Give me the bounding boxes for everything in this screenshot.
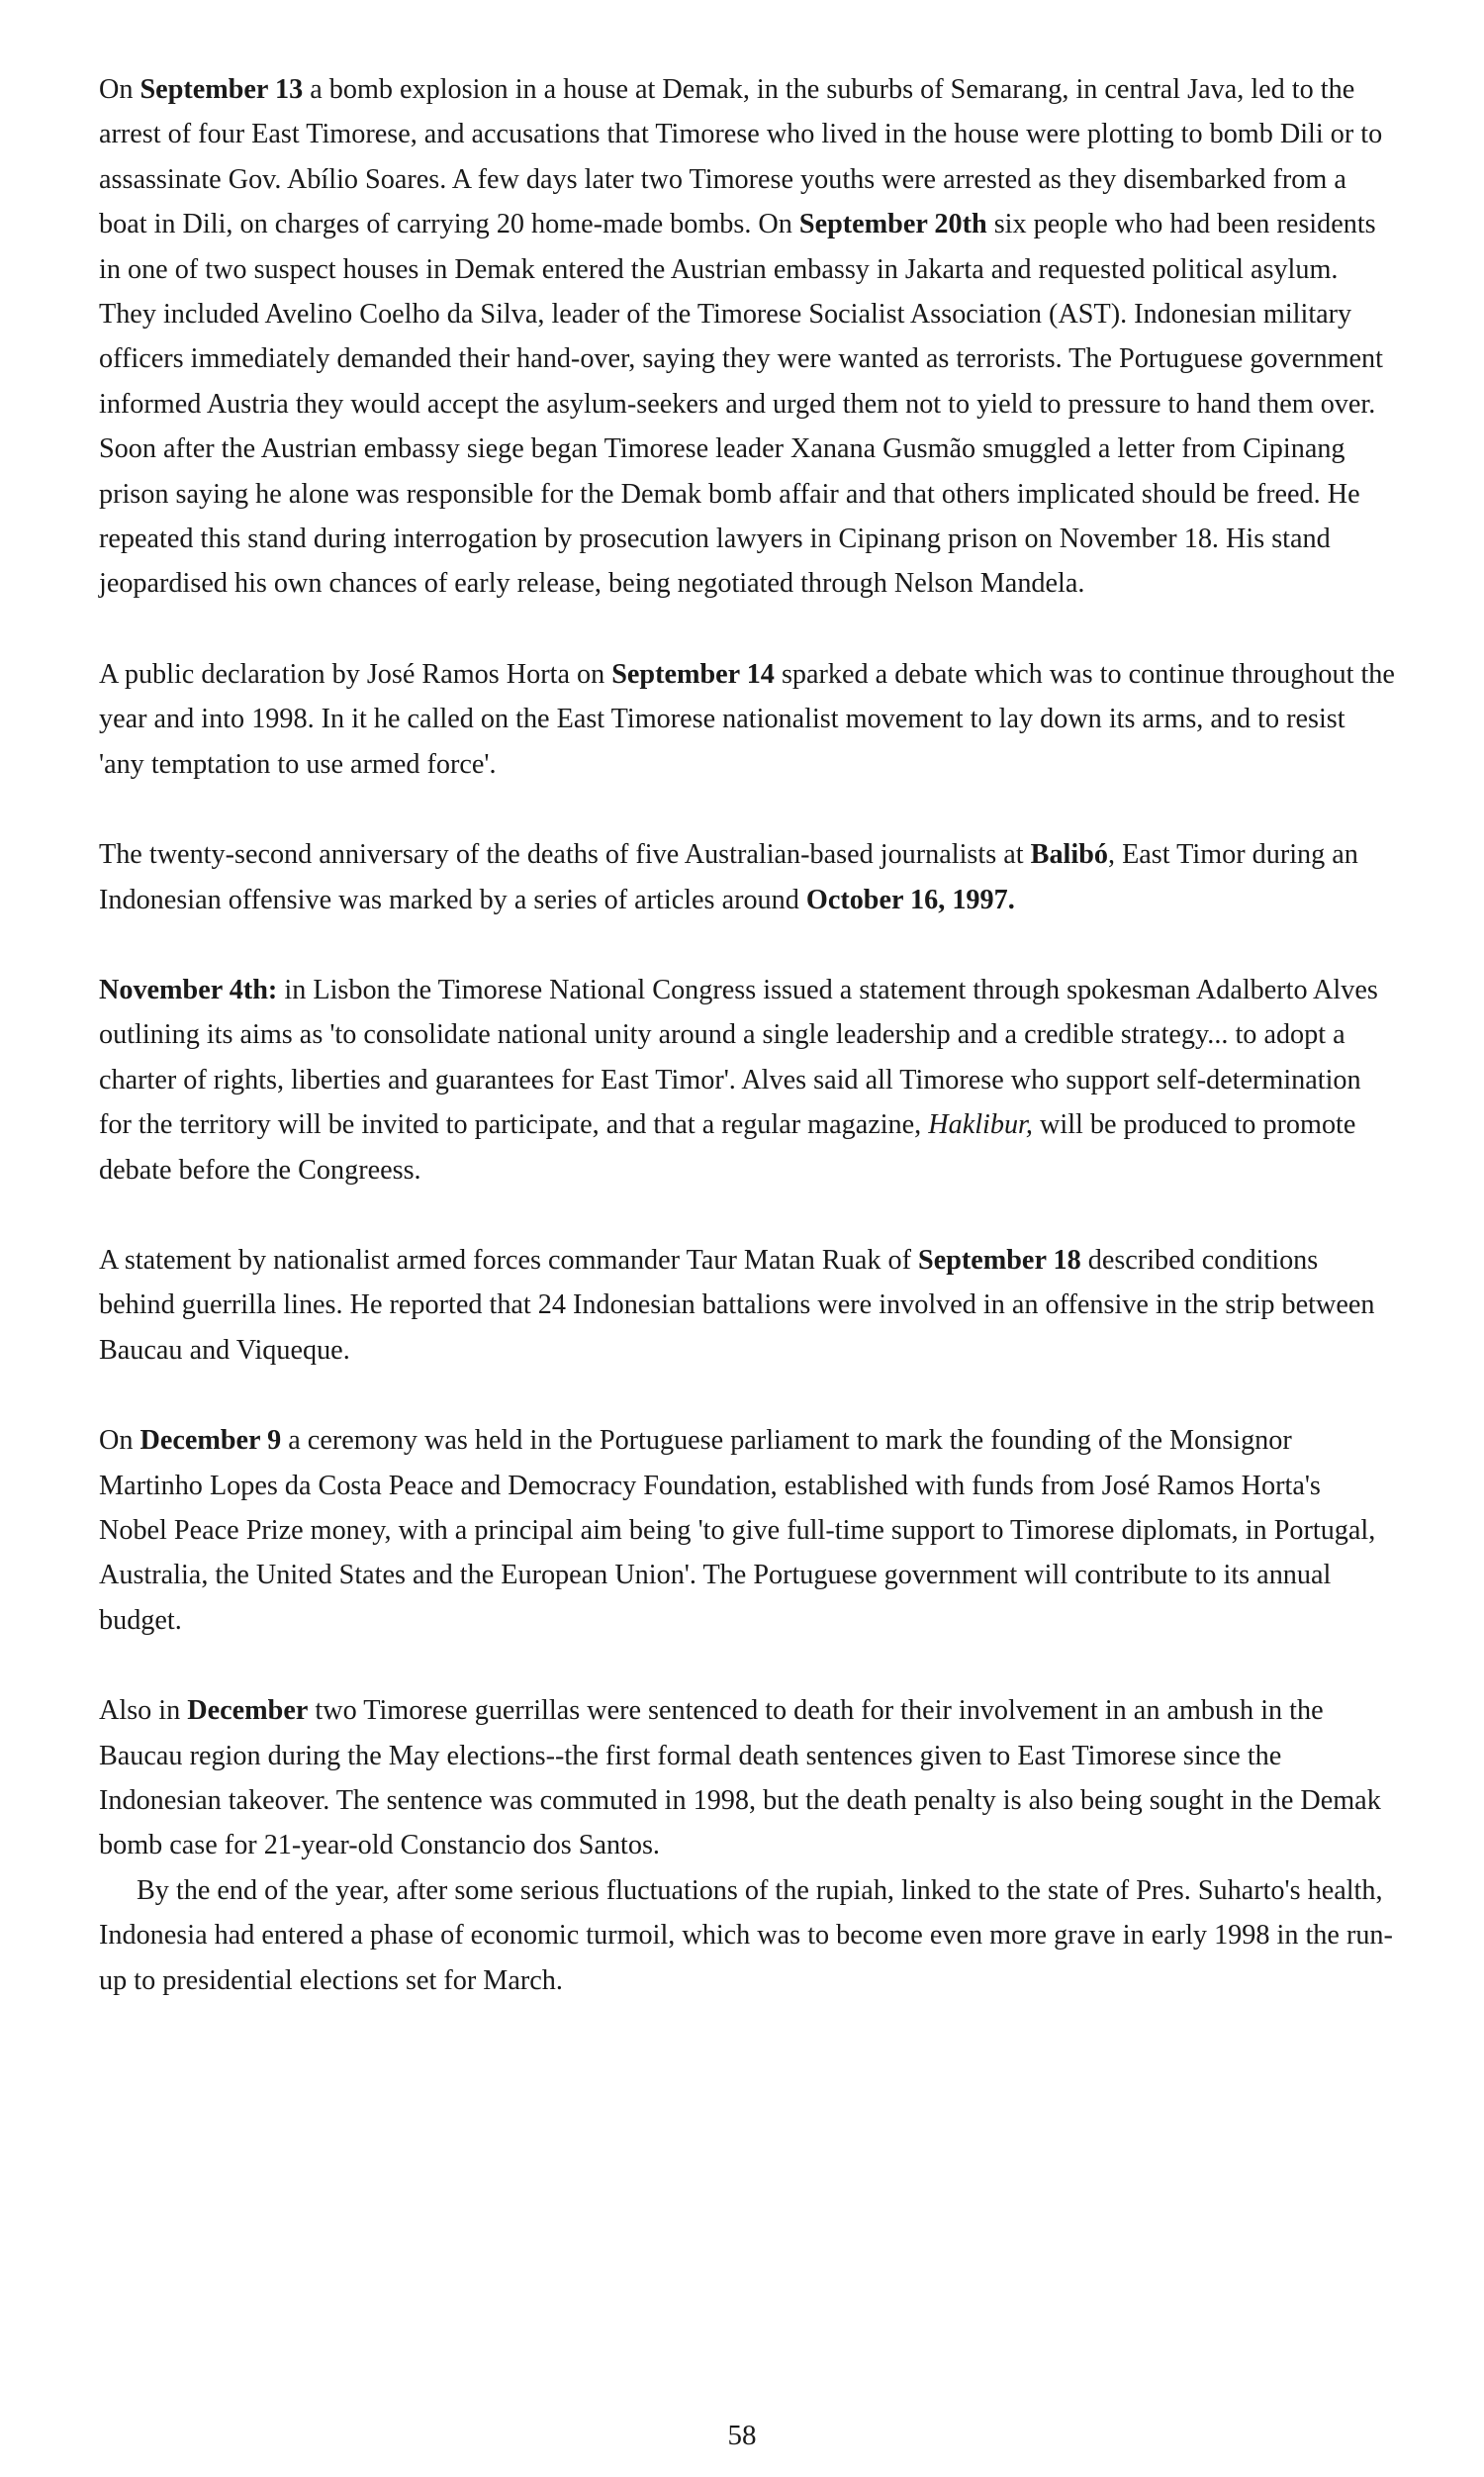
paragraph-horta-declaration	[99, 652, 1395, 787]
text-run: described conditions behind guerrilla lines. He reported that 24 Indonesian battalions were involved in an offensive in the strip between Baucau and Viqueque.	[99, 1244, 1375, 1366]
bold-date-text: November 4th:	[99, 974, 278, 1005]
text-run: By the end of the year, after some serious fluctuations of the rupiah, linked to the state of Pres. Suharto's health, Indonesia had entered a phase of economic turmoil, which was to become even more grave in early 1998 in the run-up to presidential elections set for March.	[99, 1874, 1393, 1996]
paragraph-armed-forces-statement	[99, 1238, 1395, 1373]
text-run: two Timorese guerrillas were sentenced to death for their involvement in an ambush in the Baucau region during the May elections--the first formal death sentences given to East Timorese since the Indonesian takeover. The sentence was commuted in 1998, but the death penalty is also being sought in the Demak bomb case for 21-year-old Constancio dos Santos.	[99, 1695, 1381, 1861]
paragraph-peace-foundation	[99, 1418, 1395, 1643]
paragraph-demak-bomb	[99, 67, 1395, 607]
paragraph-death-sentences	[99, 1688, 1395, 1868]
bold-date-text: October 16, 1997.	[805, 884, 1015, 915]
text-run: On	[99, 1425, 140, 1457]
page-number: 58	[727, 2420, 757, 2451]
bold-date-text: Balibó	[1030, 839, 1108, 871]
paragraph-national-congress	[99, 968, 1395, 1192]
paragraph-economic-turmoil	[99, 1868, 1395, 2003]
text-run: a ceremony was held in the Portuguese parliament to mark the founding of the Monsignor Martinho Lopes da Costa Peace and Democracy Foundation, established with funds from José Ramos Horta's Nobel Peace Prize money, with a principal aim being 'to give full-time support to Timorese diplomats, in Portugal, Australia, the United States and the European Union'. The Portuguese government will contribute to its annual budget.	[99, 1425, 1376, 1636]
text-run: On	[99, 74, 140, 105]
bold-date-text: December	[187, 1695, 309, 1727]
bold-date-text: December 9	[139, 1425, 282, 1457]
text-run: The twenty-second anniversary of the deaths of five Australian-based journalists at	[99, 839, 1031, 871]
text-run: sparked a debate which was to continue throughout the year and into 1998. In it he called on the East Timorese nationalist movement to lay down its arms, and to resist 'any temptation to use armed force'.	[99, 658, 1395, 780]
bold-date-text: September 20th	[798, 209, 987, 240]
text-run: will be produced to promote debate before the Congreess.	[99, 1109, 1356, 1186]
italic-title-text: Haklibur,	[928, 1109, 1033, 1141]
text-run: in Lisbon the Timorese National Congress issued a statement through spokesman Adalberto Alves outlining its aims as 'to consolidate national unity around a single leadership and a credible strategy... to adopt a charter of rights, liberties and guarantees for East Timor'. Alves said all Timorese who support self-determination for the territory will be invited to participate, and that a regular magazine,	[99, 974, 1378, 1141]
text-run: A public declaration by José Ramos Horta on	[99, 658, 612, 690]
bold-date-text: September 14	[611, 658, 775, 690]
bold-date-text: September 18	[918, 1244, 1081, 1276]
text-run: , East Timor during an Indonesian offensive was marked by a series of articles around	[99, 839, 1358, 915]
text-run: six people who had been residents in one of two suspect houses in Demak entered the Austrian embassy in Jakarta and requested political asylum. They included Avelino Coelho da Silva, leader of the Timorese Socialist Association (AST). Indonesian military officers immediately demanded their hand-over, saying they were wanted as terrorists. The Portuguese government informed Austria they would accept the asylum-seekers and urged them not to yield to pressure to hand them over. Soon after the Austrian embassy siege began Timorese leader Xanana Gusmão smuggled a letter from Cipinang prison saying he alone was responsible for the Demak bomb affair and that others implicated should be freed. He repeated this stand during interrogation by prosecution lawyers in Cipinang prison on November 18. His stand jeopardised his own chances of early release, being negotiated through Nelson Mandela.	[99, 209, 1383, 600]
text-run: Also in	[99, 1695, 188, 1727]
paragraph-balibo-anniversary	[99, 832, 1395, 922]
text-run: A statement by nationalist armed forces commander Taur Matan Ruak of	[99, 1244, 919, 1276]
bold-date-text: September 13	[139, 74, 304, 105]
text-run: a bomb explosion in a house at Demak, in the suburbs of Semarang, in central Java, led to the arrest of four East Timorese, and accusations that Timorese who lived in the house were plotting to bomb Dili or to assassinate Gov. Abílio Soares. A few days later two Timorese youths were arrested as they disembarked from a boat in Dili, on charges of carrying 20 home-made bombs. On	[99, 74, 1383, 240]
body-text	[99, 67, 1395, 2048]
